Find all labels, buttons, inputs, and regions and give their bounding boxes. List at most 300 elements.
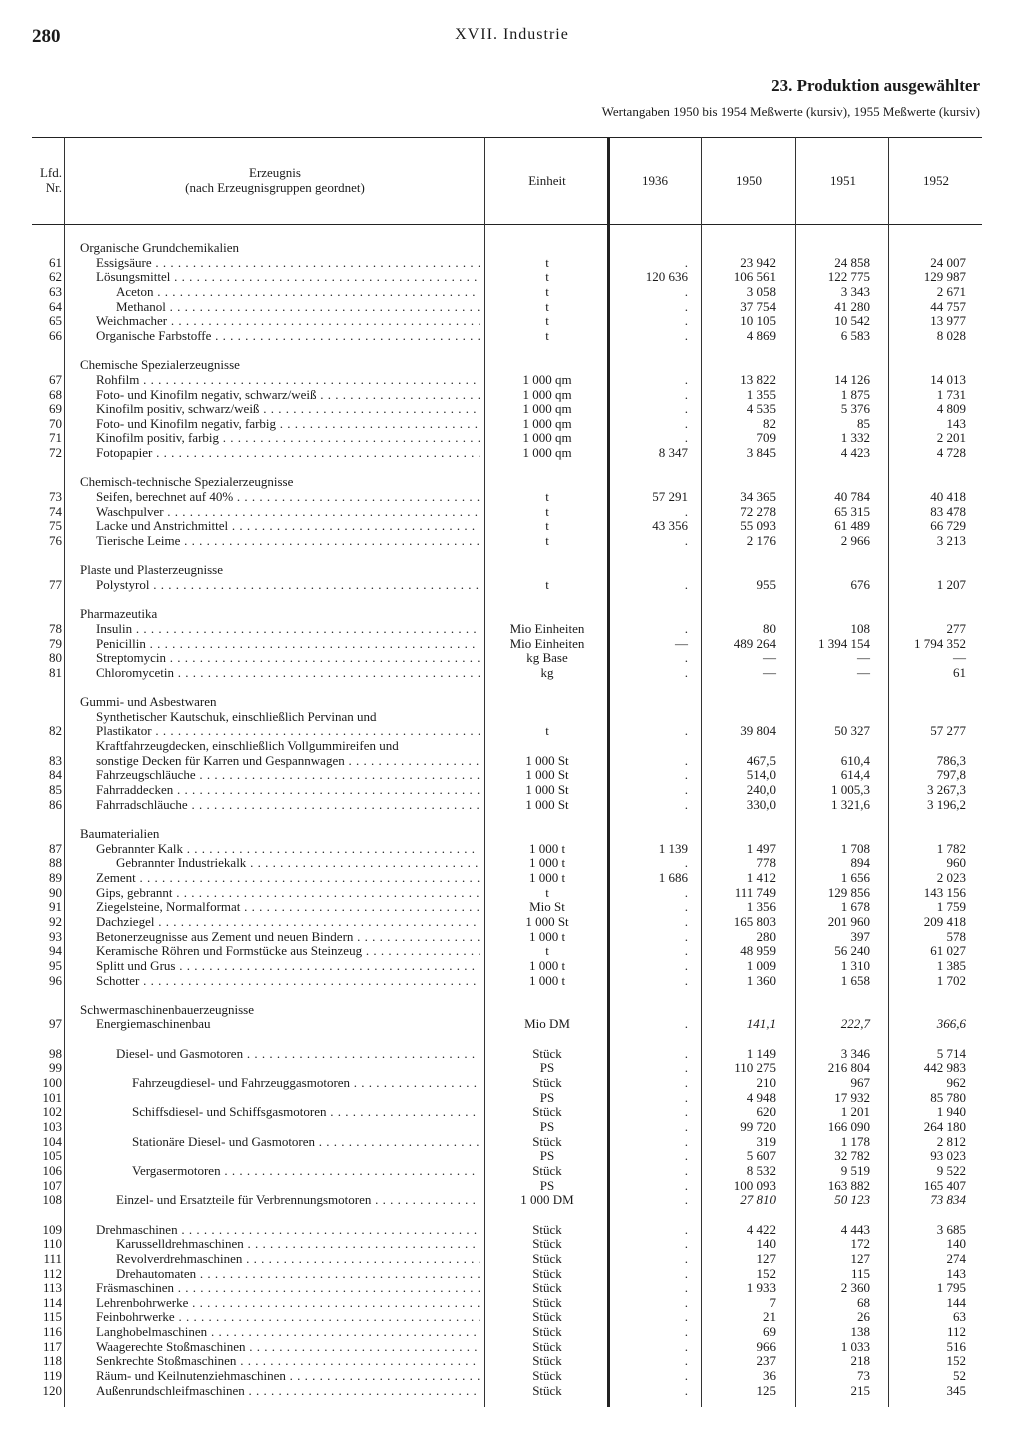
value-1952: 1 702: [936, 972, 966, 988]
value-1951: 2 966: [840, 533, 870, 548]
table-row: [0, 1384, 1024, 1399]
row-label: Fräsmaschinen . . .: [96, 1281, 480, 1296]
row-unit: 1 000 qm: [522, 386, 572, 402]
value-1936: .: [684, 533, 688, 548]
table-row: [0, 1325, 1024, 1340]
row-label: Essigsäure . . .: [96, 256, 480, 271]
value-1952: 2 201: [936, 430, 966, 446]
value-1950: 514,0: [746, 767, 776, 783]
value-1950: 2 176: [746, 533, 776, 548]
group-heading: Chemische Spezialerzeugnisse: [80, 358, 240, 373]
table-row: [0, 637, 1024, 652]
value-1936: .: [684, 313, 688, 329]
row-unit: t: [545, 489, 549, 505]
row-number: 85: [49, 782, 62, 798]
row-label: Kraftfahrzeugdecken, einschließlich Vollgummireifen und: [96, 739, 399, 754]
value-1952: 345: [946, 1382, 966, 1398]
table-row: [0, 886, 1024, 901]
table-row: [0, 1135, 1024, 1150]
table-title: 23. Produktion ausgewählter: [771, 76, 980, 95]
value-1950: 141,1: [746, 1016, 776, 1032]
value-1951: 201 960: [827, 913, 870, 929]
row-number: 94: [49, 943, 62, 959]
group-heading: Gummi- und Asbestwaren: [80, 695, 217, 710]
value-1936: .: [684, 723, 688, 739]
row-number: 96: [49, 972, 62, 988]
value-1951: 610,4: [840, 752, 870, 768]
value-1950: 240,0: [746, 782, 776, 798]
row-label: Karusselldrehmaschinen . . .: [116, 1237, 480, 1252]
value-1952: 962: [946, 1075, 966, 1091]
row-unit: 1 000 qm: [522, 445, 572, 461]
value-1952: 63: [953, 1309, 966, 1325]
row-number: 100: [42, 1075, 62, 1091]
row-number: 65: [49, 313, 62, 329]
row-label: Drehmaschinen . . .: [96, 1223, 480, 1238]
table-row: [0, 431, 1024, 446]
group-heading-row: [0, 695, 1024, 710]
group-heading: Schwermaschinenbauerzeugnisse: [80, 1002, 254, 1017]
row-label: Organische Farbstoffe . . .: [96, 329, 480, 344]
row-unit: Stück: [532, 1382, 562, 1398]
value-1936: .: [684, 1075, 688, 1091]
value-1950: 8 532: [746, 1162, 776, 1178]
row-label: Fahrradschläuche . . .: [96, 798, 480, 813]
value-1936: .: [684, 620, 688, 636]
value-1950: 4 948: [746, 1089, 776, 1105]
row-number: 106: [42, 1162, 62, 1178]
value-1952: 1 385: [936, 957, 966, 973]
table-row: [0, 724, 1024, 739]
value-1936: .: [684, 1265, 688, 1281]
value-1951: 24 858: [834, 254, 870, 270]
row-label: Plastikator . . .: [96, 724, 480, 739]
value-1951: 5 376: [840, 401, 870, 417]
row-number: 61: [49, 254, 62, 270]
group-heading-row: [0, 607, 1024, 622]
value-1936: .: [684, 1016, 688, 1032]
value-1951: 4 423: [840, 445, 870, 461]
value-1936: .: [684, 401, 688, 417]
value-1950: 165 803: [733, 913, 776, 929]
row-label: Lacke und Anstrichmittel . . .: [96, 519, 480, 534]
value-1936: .: [684, 1119, 688, 1134]
value-1950: 489 264: [733, 635, 776, 651]
value-1951: 9 519: [840, 1162, 870, 1178]
table-row: [0, 959, 1024, 974]
row-number: 72: [49, 445, 62, 461]
group-heading: Plaste und Plasterzeugnisse: [80, 563, 223, 578]
row-label: Tierische Leime . . .: [96, 534, 480, 549]
row-unit: PS: [539, 1177, 555, 1193]
value-1936: .: [684, 1309, 688, 1325]
row-unit: Stück: [532, 1162, 562, 1178]
value-1936: .: [684, 1221, 688, 1237]
row-label: Kinofilm positiv, schwarz/weiß . . .: [96, 402, 480, 417]
table-row: [0, 1105, 1024, 1120]
value-1951: 1 678: [840, 899, 870, 915]
value-1951: 163 882: [827, 1177, 870, 1193]
value-1951: 26: [857, 1309, 870, 1325]
row-unit: 1 000 t: [528, 957, 566, 973]
table-subtitle: Wertangaben 1950 bis 1954 Meßwerte (kursiv), 1955 Meßwerte (kursiv): [601, 104, 980, 119]
row-label: Diesel- und Gasmotoren . . .: [116, 1047, 480, 1062]
value-1952: 442 983: [923, 1060, 966, 1076]
value-1952: 2 023: [936, 869, 966, 885]
value-1936: .: [684, 1192, 688, 1208]
value-1950: 280: [756, 928, 776, 944]
value-1952: 73 834: [930, 1192, 966, 1208]
table-row: [0, 944, 1024, 959]
spacer-row: [0, 681, 1024, 696]
value-1952: 209 418: [923, 913, 966, 929]
value-1950: 4 422: [746, 1221, 776, 1237]
row-unit: Stück: [532, 1338, 562, 1354]
header-product-line1: Erzeugnis: [249, 165, 301, 180]
table-row: [0, 519, 1024, 534]
value-1951: 6 583: [840, 327, 870, 343]
value-1950: 1 149: [746, 1045, 776, 1061]
table-row: [0, 1310, 1024, 1325]
value-1936: .: [684, 913, 688, 929]
row-number: 115: [42, 1309, 62, 1325]
row-number: 113: [42, 1280, 62, 1296]
value-1936: .: [684, 1338, 688, 1354]
value-1936: .: [684, 283, 688, 299]
table-row: [0, 1340, 1024, 1355]
spacer-row: [0, 461, 1024, 476]
value-1936: .: [684, 767, 688, 783]
group-heading-row: [0, 475, 1024, 490]
row-number: 73: [49, 489, 62, 505]
value-1936: .: [684, 1133, 688, 1149]
table-row: [0, 666, 1024, 681]
row-label: Feinbohrwerke . . .: [96, 1310, 480, 1325]
row-number: 109: [42, 1221, 62, 1237]
row-label: Fahrzeugdiesel- und Fahrzeuggasmotoren . . .: [132, 1076, 480, 1091]
value-1950: 4 869: [746, 327, 776, 343]
table-row: [0, 1354, 1024, 1369]
value-1951: 1 708: [840, 840, 870, 856]
header-1952: 1952: [923, 173, 949, 188]
value-1952: 57 277: [930, 723, 966, 739]
row-number: 69: [49, 401, 62, 417]
row-number: 81: [49, 664, 62, 680]
row-unit: Mio Einheiten: [509, 635, 585, 651]
value-1950: 1 009: [746, 957, 776, 973]
value-1936: .: [684, 972, 688, 988]
row-unit: Stück: [532, 1045, 562, 1061]
row-number: 63: [49, 283, 62, 299]
value-1952: 366,6: [936, 1016, 966, 1032]
table-row: [0, 930, 1024, 945]
row-label: Lehrenbohrwerke . . .: [96, 1296, 480, 1311]
row-label: Einzel- und Ersatzteile für Verbrennungsmotoren . . .: [116, 1193, 480, 1208]
value-1951: 40 784: [834, 489, 870, 505]
row-unit: t: [545, 518, 549, 534]
value-1936: .: [684, 503, 688, 519]
row-unit: t: [545, 533, 549, 548]
value-1951: 1 656: [840, 869, 870, 885]
row-label: Polystyrol . . .: [96, 578, 480, 593]
row-unit: Stück: [532, 1309, 562, 1325]
row-number: 116: [42, 1324, 62, 1340]
group-heading-row: [0, 358, 1024, 373]
value-1936: .: [684, 1236, 688, 1252]
value-1950: 1 360: [746, 972, 776, 988]
value-1936: .: [684, 1280, 688, 1296]
row-unit: Stück: [532, 1324, 562, 1340]
value-1936: .: [684, 782, 688, 798]
spacer-row: [0, 812, 1024, 827]
row-unit: PS: [539, 1089, 555, 1105]
row-label: Waschpulver . . .: [96, 505, 480, 520]
value-1951: 1 332: [840, 430, 870, 446]
row-number: 102: [42, 1104, 62, 1120]
row-unit: Stück: [532, 1265, 562, 1281]
row-number: 64: [49, 298, 62, 314]
table-row: [0, 1281, 1024, 1296]
value-1952: 1 795: [936, 1280, 966, 1296]
row-label: Insulin . . .: [96, 622, 480, 637]
row-number: 110: [42, 1236, 62, 1252]
value-1952: 61: [953, 664, 966, 680]
value-1951: 166 090: [827, 1119, 870, 1134]
value-1936: .: [684, 899, 688, 915]
row-number: 98: [49, 1045, 62, 1061]
row-number: 108: [42, 1192, 62, 1208]
row-unit: Mio St: [529, 899, 565, 915]
row-unit: Stück: [532, 1250, 562, 1266]
value-1951: 129 856: [827, 884, 870, 900]
table-row: [0, 1223, 1024, 1238]
row-label: Gebrannter Kalk . . .: [96, 842, 480, 857]
row-number: 70: [49, 415, 62, 431]
value-1952: 129 987: [923, 269, 966, 285]
value-1952: 165 407: [923, 1177, 966, 1193]
value-1950: 237: [756, 1353, 776, 1369]
value-1952: 24 007: [930, 254, 966, 270]
row-number: 111: [43, 1250, 62, 1266]
row-label: Langhobelmaschinen . . .: [96, 1325, 480, 1340]
row-label: Betonerzeugnisse aus Zement und neuen Bindern . . .: [96, 930, 480, 945]
row-label: Drehautomaten . . .: [116, 1267, 480, 1282]
row-label: Seifen, berechnet auf 40% . . .: [96, 490, 480, 505]
row-unit: Stück: [532, 1104, 562, 1120]
row-number: 86: [49, 796, 62, 812]
row-unit: 1 000 t: [528, 928, 566, 944]
header-unit: Einheit: [528, 173, 566, 188]
row-number: 107: [42, 1177, 62, 1193]
row-number: 104: [42, 1133, 62, 1149]
value-1951: 1 321,6: [831, 796, 870, 812]
value-1950: 127: [756, 1250, 776, 1266]
row-unit: Stück: [532, 1221, 562, 1237]
value-1951: 50 123: [834, 1192, 870, 1208]
value-1951: 61 489: [834, 518, 870, 534]
value-1952: 4 809: [936, 401, 966, 417]
value-1936: 8 347: [658, 445, 688, 461]
value-1950: 955: [756, 576, 776, 592]
row-unit: t: [545, 884, 549, 900]
value-1951: 1 178: [840, 1133, 870, 1149]
value-1951: 1 658: [840, 972, 870, 988]
value-1951: 17 932: [834, 1089, 870, 1105]
table-row: [0, 285, 1024, 300]
value-1952: 152: [946, 1353, 966, 1369]
value-1951: 676: [850, 576, 870, 592]
row-label: Räum- und Keilnutenziehmaschinen . . .: [96, 1369, 480, 1384]
table-row: [0, 754, 1024, 769]
row-unit: 1 000 St: [525, 752, 569, 768]
value-1952: 3 196,2: [927, 796, 966, 812]
row-unit: Stück: [532, 1280, 562, 1296]
value-1951: 1 033: [840, 1338, 870, 1354]
row-label: Fahrzeugschläuche . . .: [96, 768, 480, 783]
value-1951: 1 201: [840, 1104, 870, 1120]
row-unit: Mio DM: [524, 1016, 570, 1032]
row-number: 80: [49, 650, 62, 666]
row-unit: 1 000 St: [525, 782, 569, 798]
row-unit: 1 000 qm: [522, 401, 572, 417]
value-1950: 82: [763, 415, 776, 431]
row-unit: 1 000 t: [528, 869, 566, 885]
value-1951: 3 343: [840, 283, 870, 299]
row-unit: Mio Einheiten: [509, 620, 585, 636]
row-unit: 1 000 qm: [522, 430, 572, 446]
row-unit: 1 000 t: [528, 972, 566, 988]
row-number: 112: [42, 1265, 62, 1281]
value-1936: .: [684, 1250, 688, 1266]
value-1950: 13 822: [740, 371, 776, 387]
row-number: 114: [42, 1294, 62, 1310]
value-1950: 1 933: [746, 1280, 776, 1296]
value-1950: —: [763, 664, 776, 680]
group-heading: Organische Grundchemikalien: [80, 241, 239, 255]
row-number: 67: [49, 371, 62, 387]
row-unit: PS: [539, 1148, 555, 1164]
value-1952: 40 418: [930, 489, 966, 505]
table-row: [0, 622, 1024, 637]
row-unit: t: [545, 254, 549, 270]
value-1951: 85: [857, 415, 870, 431]
value-1950: 23 942: [740, 254, 776, 270]
group-heading: Pharmazeutika: [80, 607, 158, 622]
row-number: 68: [49, 386, 62, 402]
row-number: 76: [49, 533, 62, 548]
value-1951: 41 280: [834, 298, 870, 314]
value-1952: 4 728: [936, 445, 966, 461]
row-label: Stationäre Diesel- und Gasmotoren . . .: [132, 1135, 480, 1150]
row-label: Methanol . . .: [116, 300, 480, 315]
header-product-line2: (nach Erzeugnisgruppen geordnet): [185, 180, 365, 195]
value-1936: .: [684, 796, 688, 812]
table-row: [0, 1267, 1024, 1282]
table-top-rule: [32, 137, 982, 138]
spacer-row: [0, 988, 1024, 1003]
value-1950: 3 845: [746, 445, 776, 461]
row-label: Fahrraddecken . . .: [96, 783, 480, 798]
table-row: [0, 417, 1024, 432]
header-1936: 1936: [642, 173, 668, 188]
value-1952: 61 027: [930, 943, 966, 959]
value-1951: 1 394 154: [818, 635, 870, 651]
value-1951: 73: [857, 1368, 870, 1384]
value-1950: 1 497: [746, 840, 776, 856]
table-row: [0, 842, 1024, 857]
row-number: 91: [49, 899, 62, 915]
value-1950: 34 365: [740, 489, 776, 505]
value-1950: 111 749: [734, 884, 776, 900]
value-1950: 72 278: [740, 503, 776, 519]
row-number: 105: [42, 1148, 62, 1164]
table-row: [0, 900, 1024, 915]
table-row: [0, 871, 1024, 886]
value-1952: 112: [946, 1324, 966, 1340]
row-number: 97: [49, 1016, 62, 1032]
row-number: 117: [42, 1338, 62, 1354]
value-1950: 21: [763, 1309, 776, 1325]
value-1951: 56 240: [834, 943, 870, 959]
value-1950: —: [763, 650, 776, 666]
table-row: [0, 739, 1024, 754]
row-label: Chloromycetin . . .: [96, 666, 480, 681]
row-unit: Stück: [532, 1294, 562, 1310]
value-1936: .: [684, 1177, 688, 1193]
table-row: [0, 710, 1024, 725]
value-1950: 99 720: [740, 1119, 776, 1134]
header-1951: 1951: [830, 173, 856, 188]
row-number: 83: [49, 752, 62, 768]
value-1951: 614,4: [840, 767, 870, 783]
row-unit: Stück: [532, 1353, 562, 1369]
row-number: 74: [49, 503, 62, 519]
table-row: [0, 1179, 1024, 1194]
value-1936: .: [684, 650, 688, 666]
table-row: [0, 1047, 1024, 1062]
value-1951: 50 327: [834, 723, 870, 739]
row-label: Energiemaschinenbau: [96, 1017, 211, 1032]
value-1952: 264 180: [923, 1119, 966, 1134]
value-1936: .: [684, 430, 688, 446]
value-1951: 138: [850, 1324, 870, 1340]
value-1936: .: [684, 1324, 688, 1340]
value-1936: .: [684, 943, 688, 959]
value-1952: 66 729: [930, 518, 966, 534]
value-1951: 216 804: [827, 1060, 870, 1076]
value-1952: 274: [946, 1250, 966, 1266]
value-1951: 3 346: [840, 1045, 870, 1061]
value-1950: 36: [763, 1368, 776, 1384]
value-1936: .: [684, 1060, 688, 1076]
value-1951: 108: [850, 620, 870, 636]
row-label: Revolverdrehmaschinen . . .: [116, 1252, 480, 1267]
value-1950: 37 754: [740, 298, 776, 314]
row-label: Penicillin . . .: [96, 637, 480, 652]
row-unit: t: [545, 298, 549, 314]
table-row: [0, 1296, 1024, 1311]
value-1951: 222,7: [840, 1016, 870, 1032]
row-number: 90: [49, 884, 62, 900]
value-1951: 122 775: [827, 269, 870, 285]
row-label: Waagerechte Stoßmaschinen . . .: [96, 1340, 480, 1355]
table-row: [0, 1017, 1024, 1032]
table-row: [0, 974, 1024, 989]
value-1950: 80: [763, 620, 776, 636]
row-label: Ziegelsteine, Normalformat . . .: [96, 900, 480, 915]
value-1951: 127: [850, 1250, 870, 1266]
value-1936: .: [684, 1294, 688, 1310]
